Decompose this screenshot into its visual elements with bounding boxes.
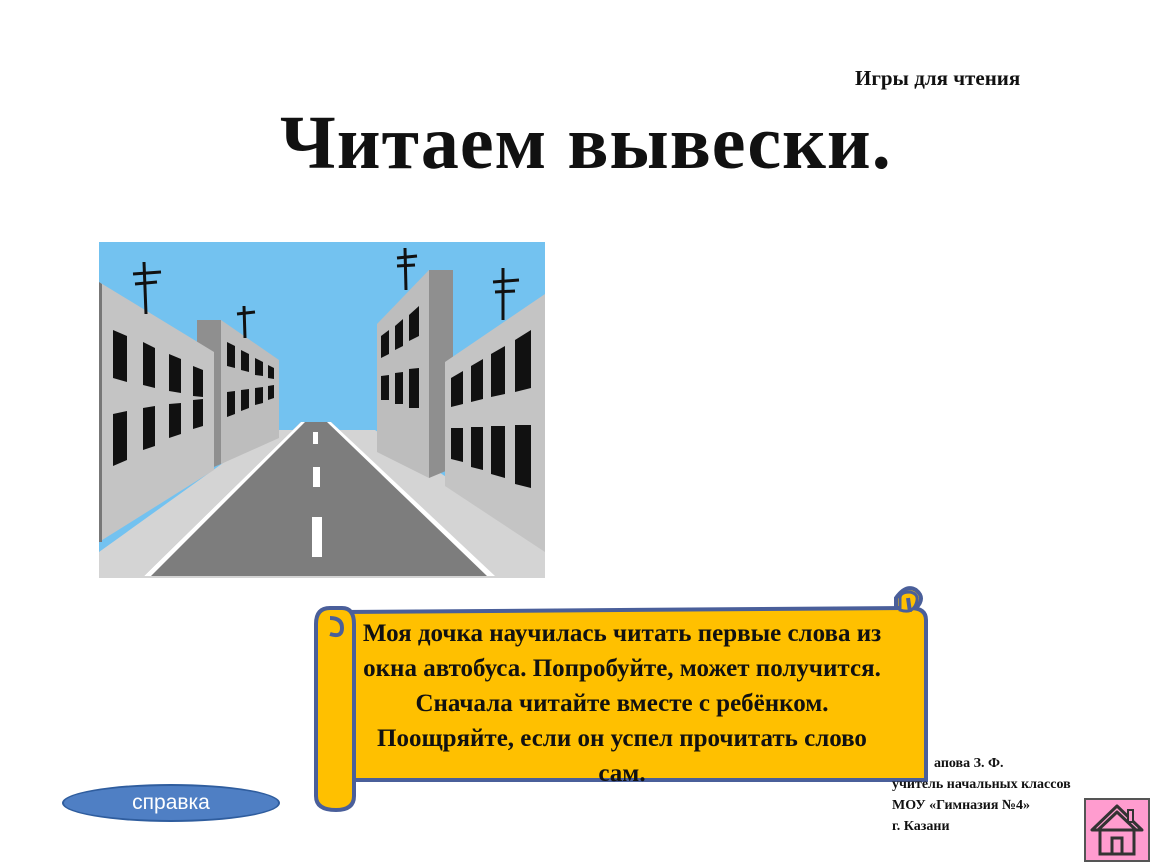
- page-title: Читаем вывески.: [280, 101, 892, 185]
- author-credits: [892, 753, 1071, 837]
- author-city: г. Казани: [892, 819, 950, 834]
- help-button[interactable]: справка: [62, 784, 280, 822]
- author-name: апова З. Ф.: [934, 756, 1004, 771]
- subtitle: Игры для чтения: [855, 66, 1021, 90]
- street-illustration: [99, 242, 545, 578]
- author-school: МОУ «Гимназия №4»: [892, 798, 1030, 813]
- tip-scroll: [312, 584, 930, 814]
- tip-text: Моя дочка научилась читать первые слова из окна автобуса. Попробуйте, может получится. Сначала читайте вместе с ребёнком. Поощряйте, если он успел прочитать слово сам.: [362, 620, 882, 787]
- author-position: учитель начальных классов: [892, 777, 1071, 792]
- home-button[interactable]: [1084, 798, 1150, 862]
